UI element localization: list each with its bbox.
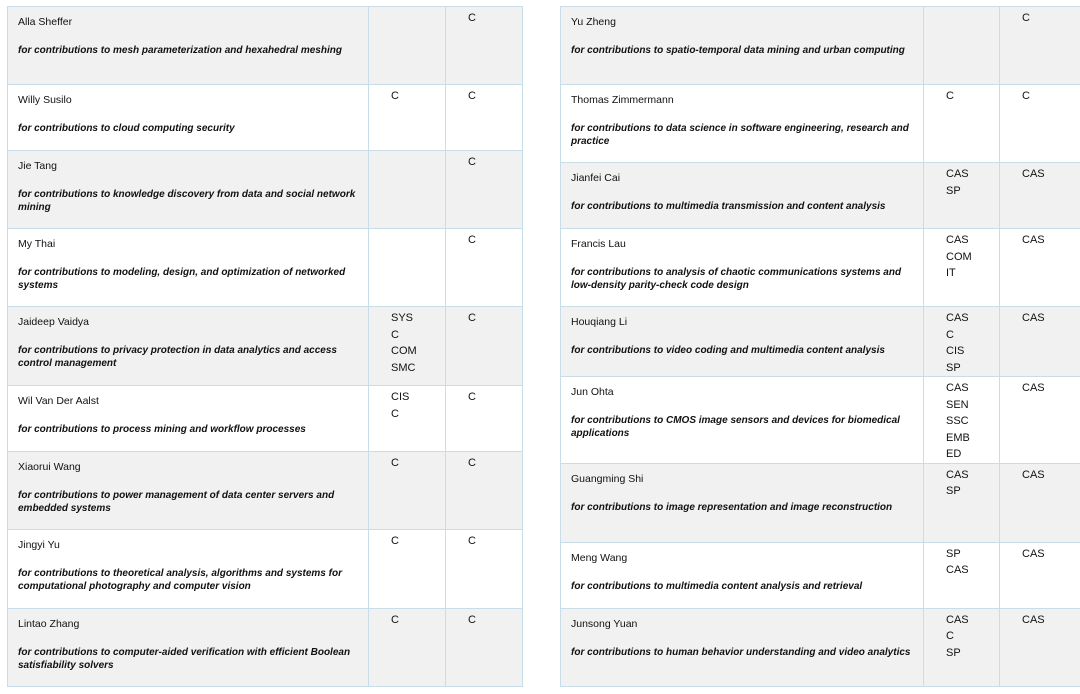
fellow-citation: for contributions to cloud computing security (18, 123, 235, 134)
fellow-row (561, 608, 1080, 686)
category-cell (1000, 7, 1080, 85)
fellow-row (561, 85, 1080, 163)
category-cell (446, 151, 523, 229)
society-codes-cell (369, 307, 446, 386)
fellow-cell (561, 307, 924, 377)
fellow-row (8, 307, 523, 386)
society-code: SSC (946, 415, 969, 427)
society-code: C (391, 90, 399, 102)
fellow-name: Xiaorui Wang (18, 461, 81, 473)
fellow-cell (561, 542, 924, 608)
society-code: SYS (391, 312, 414, 324)
society-code: CAS (946, 564, 969, 576)
society-codes-cell (369, 7, 446, 85)
society-codes-cell (924, 542, 1000, 608)
category-code: CAS (1022, 382, 1045, 394)
category-cell (1000, 85, 1080, 163)
fellow-row (8, 151, 523, 229)
fellow-row (8, 609, 523, 687)
fellow-row (561, 377, 1080, 464)
category-code: C (468, 12, 476, 24)
category-cell (446, 452, 523, 530)
category-cell (1000, 229, 1080, 307)
category-code: C (468, 312, 476, 324)
society-code: CAS (946, 468, 969, 481)
society-code: SP (946, 646, 961, 659)
society-code: SMC (391, 361, 416, 374)
fellow-citation: for contributions to image representation and image reconstruction (571, 501, 893, 513)
fellow-cell (8, 307, 369, 386)
fellow-row (561, 542, 1080, 608)
fellow-citation: for contributions to knowledge discovery from data and social network mining (18, 189, 356, 213)
fellow-cell (561, 608, 924, 686)
society-code: CIS (946, 345, 965, 357)
fellow-citation: for contributions to power management of data center servers and embedded systems (18, 490, 335, 514)
category-cell (446, 85, 523, 151)
fellow-citation: for contributions to process mining and workflow processes (18, 424, 306, 435)
category-code: C (468, 614, 476, 626)
fellows-table-right (560, 6, 1080, 687)
society-codes-cell (369, 452, 446, 530)
society-code: C (946, 328, 954, 341)
fellow-cell (8, 229, 369, 307)
category-cell (1000, 163, 1080, 229)
fellow-citation: for contributions to video coding and multimedia content analysis (571, 345, 885, 356)
fellow-citation: for contributions to data science in software engineering, research and practice (571, 123, 909, 147)
society-codes-cell (924, 229, 1000, 307)
society-codes-cell (369, 151, 446, 229)
fellow-row (561, 307, 1080, 377)
category-code: CAS (1022, 168, 1045, 180)
category-code: C (1022, 90, 1030, 102)
fellow-cell (8, 151, 369, 229)
fellow-name: Jaideep Vaidya (18, 316, 90, 328)
society-codes-cell (369, 85, 446, 151)
society-code: CAS (946, 382, 969, 394)
fellow-name: Alla Sheffer (18, 16, 73, 28)
fellow-name: Junsong Yuan (571, 617, 638, 630)
fellow-cell (561, 163, 924, 229)
society-codes-cell (369, 386, 446, 452)
society-codes-cell (924, 7, 1000, 85)
fellow-citation: for contributions to mesh parameterization and hexahedral meshing (18, 45, 342, 56)
fellow-name: Jianfei Cai (571, 172, 621, 184)
fellow-cell (8, 530, 369, 609)
category-code: CAS (1022, 312, 1045, 324)
fellow-citation: for contributions to CMOS image sensors and devices for biomedical applications (571, 415, 900, 439)
fellow-name: My Thai (18, 238, 56, 250)
society-code: CAS (946, 312, 969, 324)
fellow-cell (561, 7, 924, 85)
society-codes-cell (369, 609, 446, 687)
category-code: CAS (1022, 547, 1045, 560)
society-code: CIS (391, 391, 410, 403)
fellow-cell (8, 452, 369, 530)
fellows-table-left (7, 6, 523, 687)
category-cell (446, 609, 523, 687)
fellow-name: Yu Zheng (571, 16, 616, 28)
society-code: SP (946, 485, 961, 497)
category-cell (1000, 542, 1080, 608)
fellow-citation: for contributions to analysis of chaotic communications systems and low-density parity-check code design (571, 267, 902, 291)
fellow-name: Meng Wang (571, 551, 628, 564)
society-code: SP (946, 361, 961, 374)
fellow-row (8, 85, 523, 151)
fellow-row (8, 452, 523, 530)
society-code: C (946, 630, 954, 642)
society-code: COM (391, 345, 417, 357)
society-code: SEN (946, 398, 969, 411)
category-cell (446, 307, 523, 386)
society-codes-cell (924, 463, 1000, 542)
society-code: ED (946, 448, 962, 460)
fellow-name: Houqiang Li (571, 316, 628, 328)
category-cell (1000, 377, 1080, 464)
fellow-citation: for contributions to human behavior understanding and video analytics (571, 646, 911, 658)
society-code: CAS (946, 234, 969, 246)
fellow-citation: for contributions to multimedia content analysis and retrieval (571, 580, 863, 592)
society-code: C (946, 90, 954, 102)
society-code: SP (946, 184, 961, 197)
society-code: C (391, 457, 399, 469)
fellow-name: Lintao Zhang (18, 618, 80, 630)
fellow-row (561, 163, 1080, 229)
category-cell (446, 7, 523, 85)
category-cell (1000, 307, 1080, 377)
fellow-name: Jun Ohta (571, 386, 614, 398)
society-codes-cell (924, 377, 1000, 464)
fellow-citation: for contributions to theoretical analysis, algorithms and systems for computational photography and computer vision (18, 568, 342, 592)
society-code: COM (946, 250, 972, 263)
society-codes-cell (924, 307, 1000, 377)
society-code: CAS (946, 613, 969, 626)
fellow-cell (561, 85, 924, 163)
category-code: C (468, 156, 476, 168)
category-code: C (468, 535, 476, 547)
category-code: CAS (1022, 234, 1045, 246)
fellow-row (8, 229, 523, 307)
fellow-name: Jingyi Yu (18, 539, 60, 551)
fellow-cell (561, 377, 924, 464)
fellow-row (561, 463, 1080, 542)
fellow-name: Guangming Shi (571, 472, 644, 485)
fellow-cell (8, 386, 369, 452)
category-cell (446, 386, 523, 452)
category-code: C (468, 457, 476, 469)
fellow-cell (561, 229, 924, 307)
fellow-cell (8, 85, 369, 151)
fellow-cell (8, 609, 369, 687)
fellow-citation: for contributions to multimedia transmission and content analysis (571, 201, 886, 212)
society-code: C (391, 535, 399, 547)
society-codes-cell (924, 163, 1000, 229)
category-code: C (468, 90, 476, 102)
society-codes-cell (924, 608, 1000, 686)
category-cell (1000, 463, 1080, 542)
category-code: C (1022, 12, 1030, 24)
fellow-row (561, 229, 1080, 307)
fellow-name: Wil Van Der Aalst (18, 395, 99, 407)
fellow-name: Willy Susilo (18, 94, 72, 106)
fellow-row (561, 7, 1080, 85)
category-code: C (468, 234, 476, 246)
category-code: CAS (1022, 468, 1045, 481)
fellow-cell (8, 7, 369, 85)
fellow-row (8, 386, 523, 452)
fellow-cell (561, 463, 924, 542)
category-cell (446, 229, 523, 307)
fellow-citation: for contributions to computer-aided verification with efficient Boolean satisfiability solvers (18, 647, 351, 671)
society-code: C (391, 614, 399, 626)
fellow-row (8, 530, 523, 609)
society-code: EMB (946, 431, 970, 444)
fellow-name: Francis Lau (571, 238, 626, 250)
fellow-citation: for contributions to modeling, design, and optimization of networked systems (18, 267, 346, 291)
society-code: IT (946, 267, 956, 279)
fellow-row (8, 7, 523, 85)
fellow-citation: for contributions to privacy protection in data analytics and access control management (18, 345, 337, 369)
society-code: C (391, 407, 399, 420)
category-cell (446, 530, 523, 609)
society-codes-cell (924, 85, 1000, 163)
society-code: CAS (946, 168, 969, 180)
category-code: CAS (1022, 613, 1045, 626)
category-code: C (468, 391, 476, 403)
society-codes-cell (369, 530, 446, 609)
fellow-name: Thomas Zimmermann (571, 94, 674, 106)
fellow-name: Jie Tang (18, 160, 57, 172)
category-cell (1000, 608, 1080, 686)
society-code: SP (946, 547, 961, 560)
society-codes-cell (369, 229, 446, 307)
society-code: C (391, 328, 399, 341)
fellow-citation: for contributions to spatio-temporal data mining and urban computing (571, 45, 905, 56)
